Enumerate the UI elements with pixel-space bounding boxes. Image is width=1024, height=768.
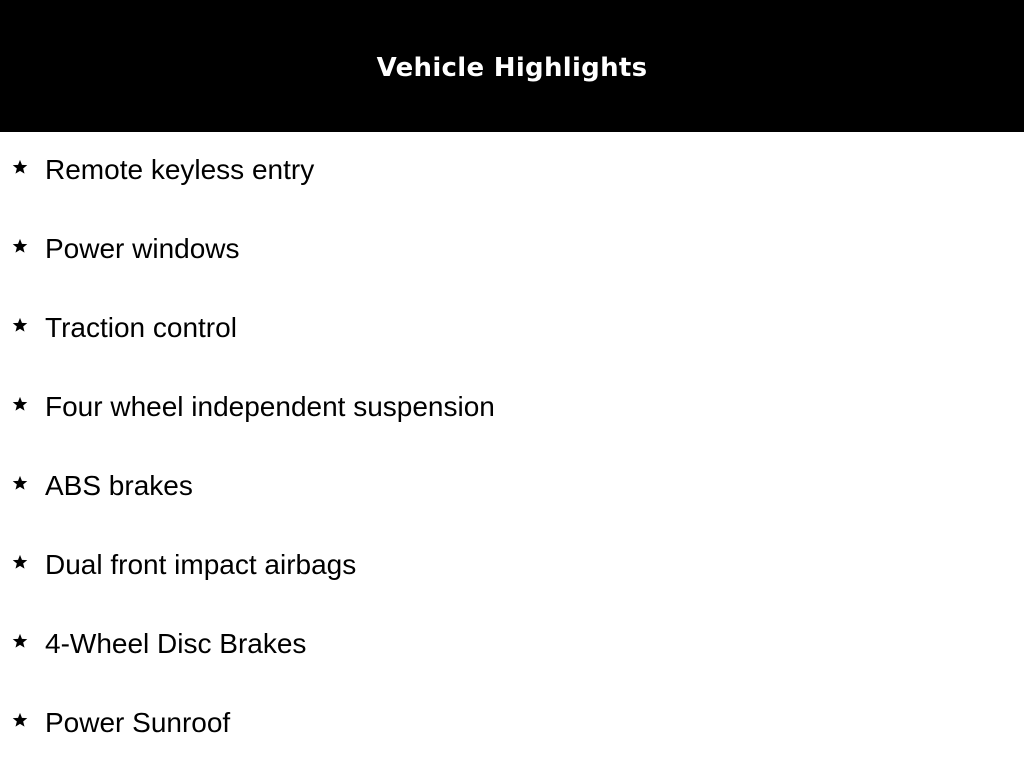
star-icon xyxy=(11,632,29,650)
list-item xyxy=(0,211,1024,290)
star-icon xyxy=(11,316,29,334)
list-item xyxy=(0,448,1024,527)
list-item xyxy=(0,132,1024,211)
list-item xyxy=(0,527,1024,606)
list-item xyxy=(0,290,1024,369)
star-icon xyxy=(11,711,29,729)
list-item xyxy=(0,685,1024,764)
list-item xyxy=(0,606,1024,685)
list-item-label: Remote keyless entry xyxy=(45,154,315,185)
star-icon xyxy=(11,158,29,176)
highlights-list xyxy=(0,132,1024,764)
list-item-label: Dual front impact airbags xyxy=(45,549,357,580)
list-item-label: Four wheel independent suspension xyxy=(45,391,495,422)
list-item xyxy=(0,369,1024,448)
list-item-label: Traction control xyxy=(45,312,237,343)
star-icon xyxy=(11,474,29,492)
star-icon xyxy=(11,553,29,571)
page-title: Vehicle Highlights xyxy=(376,53,648,83)
list-item-label: Power Sunroof xyxy=(45,707,231,738)
star-icon xyxy=(11,395,29,413)
list-item-label: Power windows xyxy=(45,233,240,264)
header-bar xyxy=(0,0,1024,132)
star-icon xyxy=(11,237,29,255)
list-item-label: ABS brakes xyxy=(45,470,193,501)
list-item-label: 4-Wheel Disc Brakes xyxy=(45,628,307,659)
